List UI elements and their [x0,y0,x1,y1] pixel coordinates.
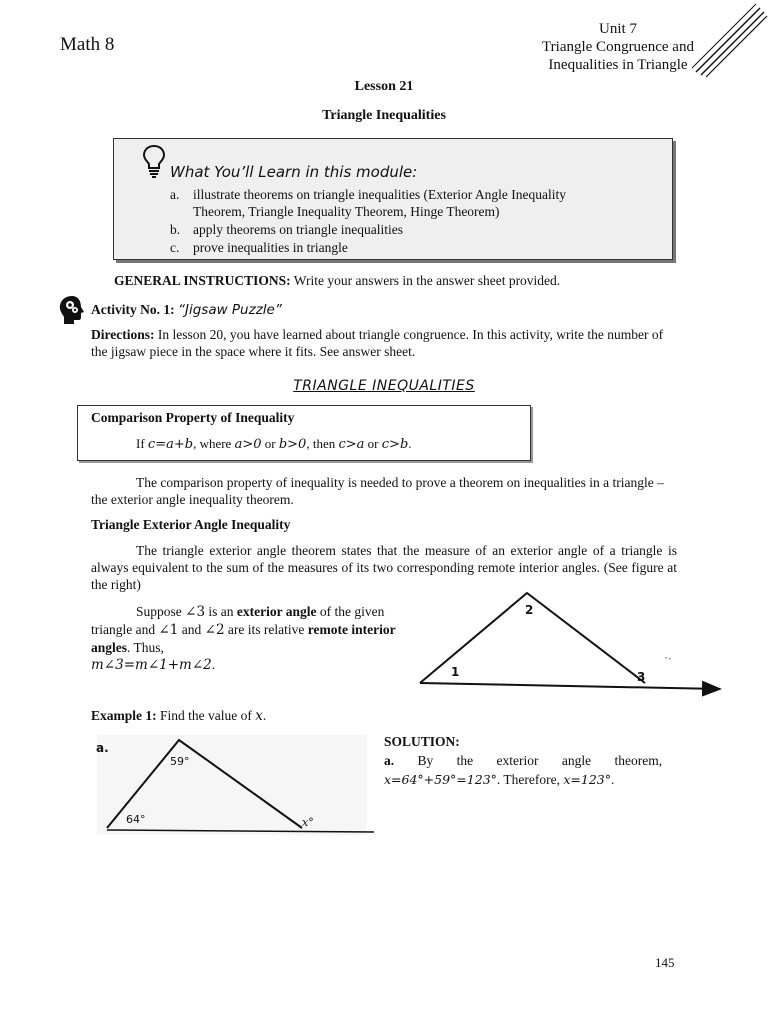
example-title [91,708,266,724]
angle-label-3: 3 [637,670,646,684]
math-var: x [255,708,263,724]
suppose-paragraph [91,603,401,674]
math-expr: b>0 [278,437,307,452]
text-period: . [611,772,615,787]
example-label: Example 1: [91,708,157,723]
text-or: or [261,436,279,451]
angle-symbol: ∠2 [204,622,225,638]
text-period: . [262,708,267,723]
subject-title: Math 8 [60,34,115,55]
formula: m∠3=m∠1+m∠2 [91,657,212,673]
angle-x-label: x° [302,816,314,829]
objective-letter: b. [170,222,181,237]
angle-label-2: 2 [525,603,534,617]
corner-decoration-icon [690,0,768,80]
lesson-title: Triangle Inequalities [322,108,446,123]
unit-heading [518,20,718,74]
text-where: , where [193,436,235,451]
angle-59-label: 59° [170,755,190,768]
section-heading: TRIANGLE INEQUALITIES [293,378,475,394]
math-expr: c>b [381,437,409,452]
angle-symbol: ∠3 [185,604,206,620]
lesson-number: Lesson 21 [354,79,414,94]
unit-line-2: Triangle Congruence and [542,39,694,55]
comparison-paragraph: The comparison property of inequality is needed to prove a theorem on inequalities in a triangle – the exterior angle inequality theorem. [91,475,664,507]
math-expr: c>a [338,437,365,452]
activity-name: “Jigsaw Puzzle” [177,302,282,318]
activity-directions [91,326,681,360]
thinking-head-icon [58,295,90,325]
math-expr: c=a+b [147,437,194,452]
objective-text: apply theorems on triangle inequalities [193,222,403,237]
text: are its relative [224,622,308,637]
directions-text: In lesson 20, you have learned about triangle congruence. In this activity, write the number of the jigsaw piece in the space where it fits. See answer sheet. [91,327,664,359]
comparison-property-title: Comparison Property of Inequality [91,410,295,425]
text: Suppose [136,604,186,619]
objective-letter: c. [170,240,180,255]
bold-term: exterior angle [236,604,317,619]
activity-label: Activity No. 1: [91,302,178,317]
objective-a [170,186,566,220]
math-expr: x=123° [563,772,611,787]
angle-64-label: 64° [126,813,146,826]
math-expr: a>0 [234,437,262,452]
general-instructions [114,273,560,289]
exterior-angle-paragraph: The triangle exterior angle theorem states that the measure of an exterior angle of a triangle is always equivalent to the sum of the measures of its two corresponding remote interior angles. (See figure at the right) [91,543,677,592]
solution-line1: By the exterior angle theorem, [394,753,663,768]
lightbulb-icon [142,144,166,180]
example-triangle-figure [92,735,382,840]
math-expr: x=64°+59°=123° [384,772,497,787]
learn-heading: What You’ll Learn in this module: [170,163,418,181]
solution-text [384,751,677,789]
objective-letter: a. [170,187,180,202]
exterior-angle-title: Triangle Exterior Angle Inequality [91,517,291,532]
text: and [178,622,205,637]
text-period: . [408,436,412,451]
exterior-angle-figure [415,590,725,700]
solution-title: SOLUTION: [384,734,460,749]
objective-c [170,239,348,256]
text: . [211,657,216,672]
text-then: , then [306,436,339,451]
example-text: Find the value of [156,708,256,723]
text-if: If [136,436,148,451]
text: of the given triangle and [91,604,385,637]
activity-title [91,302,282,318]
angle-label-1: 1 [451,665,460,679]
objective-b [170,221,403,238]
unit-label: Unit 7 [599,21,637,37]
text-or: or [364,436,382,451]
comparison-property-statement [136,436,412,452]
objective-text: prove inequalities in triangle [193,240,348,255]
text: . Thus, [127,640,164,655]
directions-label: Directions: [91,327,155,342]
objective-text-cont: Theorem, Triangle Inequality Theorem, Hinge Theorem) [193,204,500,219]
objective-text: illustrate theorems on triangle inequalities (Exterior Angle Inequality [193,187,567,202]
general-instructions-label: GENERAL INSTRUCTIONS: [114,273,291,288]
text: is an [205,604,237,619]
bold-term: remote interior angles [91,622,396,655]
page-number: 145 [655,955,675,970]
angle-symbol: ∠1 [158,622,179,638]
figure-letter: a. [96,741,109,755]
solution-letter: a. [384,753,395,768]
solution-text-mid: . Therefore, [496,772,564,787]
unit-line-3: Inequalities in Triangle [548,57,688,73]
general-instructions-text: Write your answers in the answer sheet provided. [290,273,561,288]
